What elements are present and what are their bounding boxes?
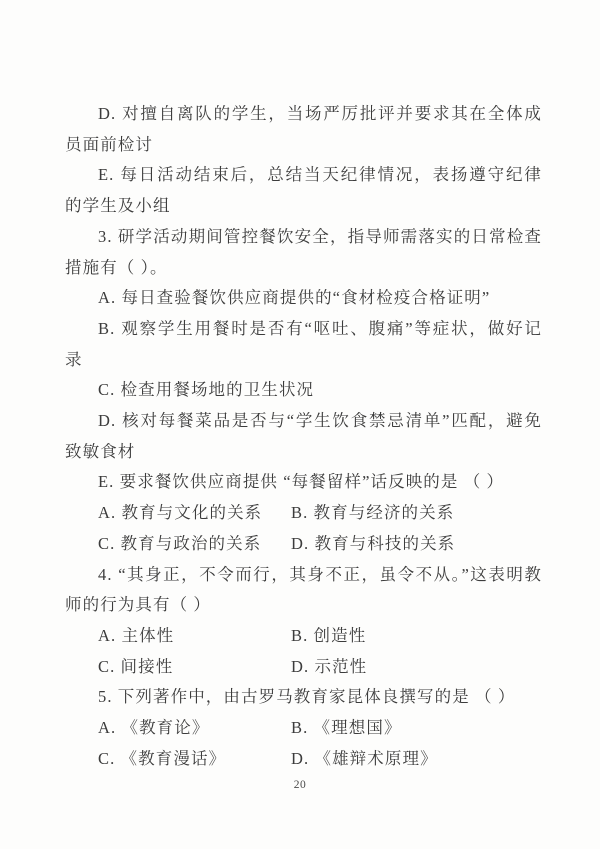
option-d: D. 教育与科技的关系 — [291, 533, 456, 553]
question-3-option-d: D. 核对每餐菜品是否与“学生饮食禁忌清单”匹配，避免致敏食材 — [65, 411, 542, 461]
question-4-options-row-cd — [65, 652, 542, 683]
option-line-e: E. 每日活动结束后，总结当天纪律情况，表扬遵守纪律的学生及小组 — [65, 165, 542, 216]
question-5-stem: 5. 下列著作中，由古罗马教育家昆体良撰写的是 （ ） — [98, 687, 516, 707]
option-b: B. 教育与经济的关系 — [291, 503, 455, 523]
question-4-options-row-ab — [65, 621, 542, 652]
options-row-ab — [65, 498, 542, 529]
option-d: D. 《雄辩术原理》 — [291, 748, 438, 768]
option-a: A. 教育与文化的关系 — [98, 503, 263, 523]
page-number: 20 — [293, 779, 307, 791]
option-a: A. 主体性 — [98, 625, 175, 645]
question-3-option-a: A. 每日查验餐饮供应商提供的“食材检疫合格证明” — [98, 288, 491, 308]
question-3-option-b: B. 观察学生用餐时是否有“呕吐、腹痛”等症状，做好记录 — [65, 318, 542, 369]
question-5-options-row-ab — [65, 713, 542, 744]
exam-text-body — [65, 99, 542, 774]
question-3-option-c: C. 检查用餐场地的卫生状况 — [98, 380, 315, 400]
options-row-cd — [65, 529, 542, 560]
question-4-stem: 4. “其身正，不令而行，其身不正，虽令不从。”这表明教师的行为具有（ ） — [65, 564, 542, 615]
question-5-options-row-cd — [65, 744, 542, 775]
option-b: B. 《理想国》 — [291, 718, 402, 738]
option-c: C. 教育与政治的关系 — [98, 533, 262, 553]
option-c: C. 《教育漫话》 — [98, 748, 227, 768]
question-3-stem: 3. 研学活动期间管控餐饮安全，指导师需落实的日常检查措施有（ ）。 — [65, 226, 542, 277]
option-b: B. 创造性 — [291, 625, 367, 645]
option-c: C. 间接性 — [98, 656, 174, 676]
option-d: D. 示范性 — [291, 656, 368, 676]
question-3-option-e: E. 要求餐饮供应商提供 “每餐留样”话反映的是 （ ） — [98, 472, 505, 492]
option-a: A. 《教育论》 — [98, 718, 210, 738]
option-line-d: D. 对擅自离队的学生，当场严厉批评并要求其在全体成员面前检讨 — [65, 104, 542, 154]
